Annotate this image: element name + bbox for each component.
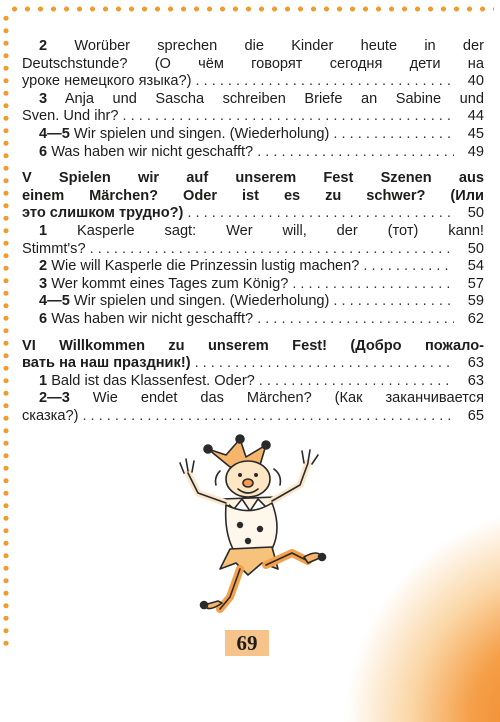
- toc-entry: [22, 276, 484, 294]
- entry-page: 45: [467, 125, 484, 142]
- toc-entry: [22, 293, 484, 311]
- entry-title: уроке немецкого языка?): [22, 73, 192, 90]
- entry-page: 44: [467, 108, 484, 125]
- section-heading: [22, 338, 484, 373]
- section-title: V Spielen wir auf unserem Fest Szenen aus: [22, 170, 484, 187]
- entry-title: Wer kommt eines Tages zum König?: [51, 275, 289, 292]
- section-title: einem Märchen? Oder ist es zu schwer? (Или: [22, 187, 484, 204]
- entry-title: Worüber sprechen die Kinder heute in der: [74, 38, 484, 54]
- entry-number: 6: [39, 310, 48, 327]
- entry-title: Bald ist das Klassenfest. Oder?: [51, 372, 255, 389]
- table-of-contents: [22, 38, 484, 434]
- entry-number: 6: [39, 143, 48, 160]
- entry-title: Was haben wir nicht geschafft?: [51, 143, 254, 160]
- section-heading: [22, 170, 484, 223]
- toc-section-vi: [22, 338, 484, 426]
- entry-title: Kasperle sagt: Wer will, der (тот) kann!: [77, 222, 484, 239]
- entry-page: 62: [467, 310, 484, 327]
- section-title: VI Willkommen zu unserem Fest! (Добро пожало-: [22, 337, 484, 354]
- toc-section-v: [22, 170, 484, 328]
- toc-entry: [22, 126, 484, 144]
- entry-title: Anja und Sascha schreiben Briefe an Sabine und: [64, 90, 485, 107]
- toc-entry: [22, 373, 484, 391]
- entry-page: 49: [467, 143, 484, 160]
- toc-entry: [22, 311, 484, 329]
- entry-title: Stimmt's?: [22, 240, 86, 257]
- section-page: 50: [467, 205, 484, 222]
- toc-entry: [22, 390, 484, 425]
- entry-page: 40: [467, 73, 484, 90]
- section-title: вать на наш праздник!): [22, 355, 191, 372]
- entry-page: 50: [467, 240, 484, 257]
- page-number: 69: [225, 630, 269, 656]
- entry-title: Wir spielen und singen. (Wiederholung): [73, 125, 330, 142]
- entry-number: 4—5: [39, 293, 70, 310]
- section-page: 63: [467, 355, 484, 372]
- toc-entry: [22, 258, 484, 276]
- dotted-border-left: [2, 12, 10, 652]
- entry-title: Deutschstunde? (О чём говорят сегодня дети на: [22, 55, 484, 72]
- toc-entry: [22, 38, 484, 91]
- corner-decoration: [330, 492, 500, 722]
- entry-title: Sven. Und ihr?: [22, 108, 119, 125]
- dotted-border-top: [8, 6, 494, 12]
- entry-page: 65: [467, 407, 484, 424]
- section-title: это слишком трудно?): [22, 205, 184, 222]
- entry-number: 3: [39, 90, 48, 107]
- entry-page: 59: [467, 293, 484, 310]
- toc-entry: [22, 223, 484, 258]
- entry-number: 3: [39, 275, 48, 292]
- jester-illustration: [168, 433, 338, 623]
- entry-title: сказка?): [22, 407, 79, 424]
- toc-entry: [22, 144, 484, 162]
- entry-number: 2—3: [39, 390, 70, 407]
- entry-number: 1: [39, 222, 48, 239]
- entry-title: Wie will Kasperle die Prinzessin lustig machen?: [51, 258, 360, 275]
- entry-number: 2: [39, 258, 48, 275]
- entry-number: 4—5: [39, 125, 70, 142]
- entry-page: 54: [467, 258, 484, 275]
- entry-number: 2: [39, 38, 48, 54]
- toc-entry: [22, 91, 484, 126]
- entry-title: Wir spielen und singen. (Wiederholung): [73, 293, 330, 310]
- toc-section-continued: [22, 38, 484, 161]
- entry-title: Was haben wir nicht geschafft?: [51, 310, 254, 327]
- entry-title: Wie endet das Märchen? (Как заканчивается: [92, 390, 484, 407]
- entry-page: 63: [467, 372, 484, 389]
- entry-number: 1: [39, 372, 48, 389]
- entry-page: 57: [467, 275, 484, 292]
